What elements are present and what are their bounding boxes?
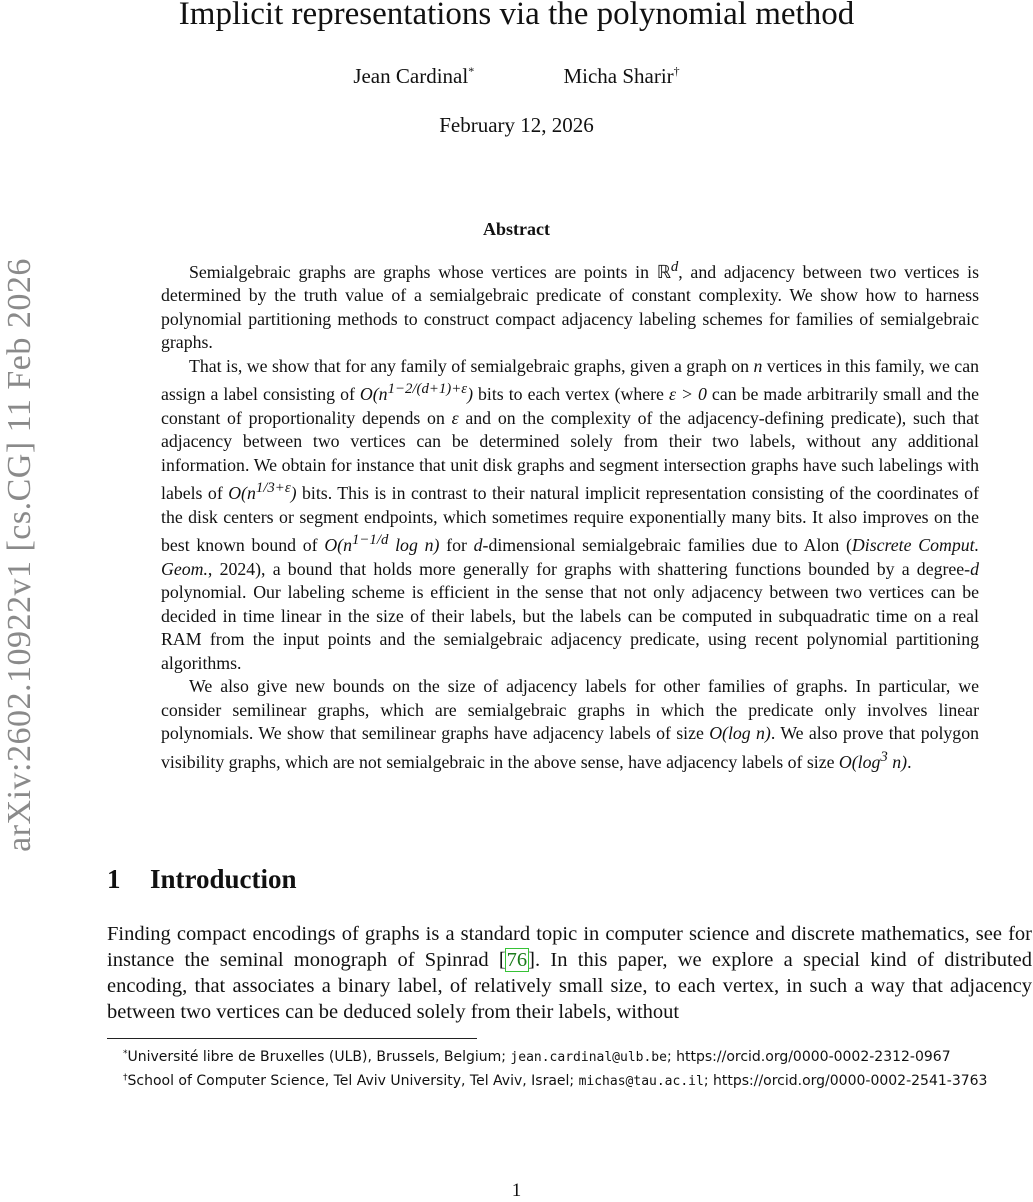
journal-name: Discrete Comput. Geom. [161,535,980,579]
introduction-paragraph: Finding compact encodings of graphs is a standard topic in computer science and discrete mathematics, see for instance the seminal monograph of Spinrad [76]. In this paper, we explore a special kind of distributed encoding, that associates a binary label, of relatively small size, to each vertex, in such a way that adjacency between two vertices can be deduced solely from their labels, without [107,923,1032,1023]
footnote-sharir: †School of Computer Science, Tel Aviv University, Tel Aviv, Israel; michas@tau.ac.il; https://orcid.org/0000-0002-2541-3763 [123,1073,988,1089]
paper-title: Implicit representations via the polynomial method [178,0,855,32]
bound-formula: $O(n^{1/3+\varepsilon})$ [228,480,297,504]
email-link[interactable]: jean.cardinal@ulb.be [510,1050,667,1065]
section-heading [107,864,297,895]
section-number: 1 [107,864,121,894]
bound-formula: $O(n^{1-2/(d+1)+\varepsilon})$ [359,381,473,405]
footnote-cardinal: *Université libre de Bruxelles (ULB), Brussels, Belgium; jean.cardinal@ulb.be; https://orcid.org/0000-0002-2312-0967 [123,1049,951,1065]
abstract-paragraph-2: That is, we show that for any family of semialgebraic graphs, given a graph on n vertices in this family, we can assign a label consisting of $O(n^{1-2/(d+1)+\varepsilon})$ bits to each vertex (where ε > 0 can be made arbitrarily small and the constant of proportionality depends on ε and on the complexity of the adjacency-defining predicate), such that adjacency between two vertices can be determined solely from their two labels, without any additional information. We obtain for instance that unit disk graphs and segment intersection graphs have such labelings with labels of $O(n^{1/3+\varepsilon})$ bits. This is in contrast to their natural implicit representation consisting of the coordinates of the disk centers or segment endpoints, which sometimes require exponentially many bits. It also improves on the best known bound of $O(n^{1-1/d}$ log n) for d-dimensional semialgebraic families due to Alon (Discrete Comput. Geom., 2024), a bound that holds more generally for graphs with shattering functions bounded by a degree-d polynomial. Our labeling scheme is efficient in the sense that not only adjacency between two vertices can be decided in time linear in the size of their labels, but the labels can be computed in subquadratic time on a real RAM from the input points and the semialgebraic adjacency predicate, using recent polynomial partitioning algorithms. [161,355,980,673]
email-link[interactable]: michas@tau.ac.il [578,1074,704,1089]
author-sharir [563,64,679,89]
footnote-divider [107,1038,477,1039]
author-mark: † [673,64,680,78]
abstract-body [161,256,979,774]
bound-formula: O(log n) [709,723,771,744]
citation-link[interactable]: 76 [506,949,528,971]
bound-formula: $O(n^{1-1/d}$ log n) [324,532,440,556]
abstract-heading: Abstract [483,219,550,239]
footnotes [107,1044,1032,1092]
author-name: Micha Sharir [563,64,674,88]
abstract-paragraph-1: Semialgebraic graphs are graphs whose vertices are points in ℝ$^d$, and adjacency between two vertices is determined by the truth value of a semialgebraic predicate of constant complexity. We show how to harness polynomial partitioning methods to construct compact adjacency labeling schemes for families of semialgebraic graphs. [161,259,979,353]
arxiv-identifier: arXiv:2602.10922v1 [cs.CG] 11 Feb 2026 [1,258,39,852]
author-name: Jean Cardinal [353,64,469,88]
bound-formula: $O(\log^3$ n) [838,748,908,772]
author-mark: * [468,64,475,78]
abstract-paragraph-3: We also give new bounds on the size of adjacency labels for other families of graphs. In particular, we consider semilinear graphs, which are semialgebraic graphs in which the predicate only involves linear polynomials. We show that semilinear graphs have adjacency labels of size O(log n). We also prove that polygon visibility graphs, which are not semialgebraic in the above sense, have adjacency labels of size $O(\log^3$ n). [161,676,979,772]
author-cardinal [353,64,474,89]
page-number: 1 [511,1180,522,1201]
arxiv-sidebar [0,205,40,905]
paper-date: February 12, 2026 [439,113,594,137]
author-list [0,64,1033,89]
section-title: Introduction [150,864,297,894]
